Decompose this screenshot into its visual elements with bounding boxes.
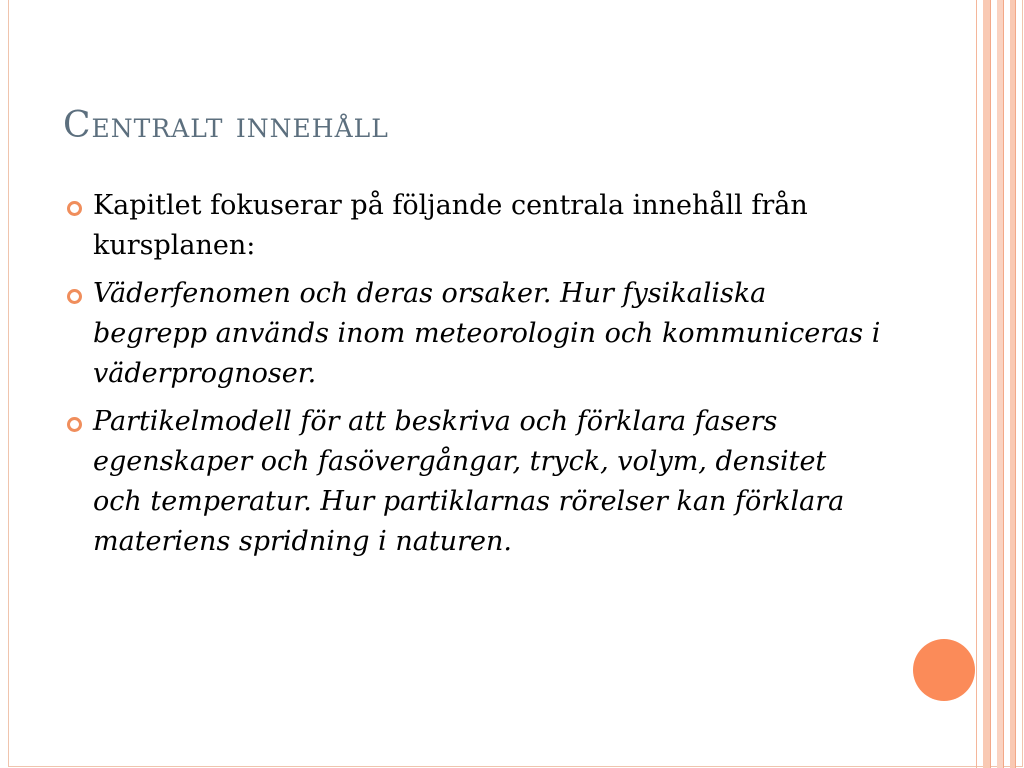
bullet-text: Väderfenomen och deras orsaker. Hur fysikaliska begrepp används inom meteorologin och kommuniceras i väderprognoser. [93,278,881,389]
decorative-stripe [983,0,990,768]
decorative-stripe [990,0,991,768]
bullet-text: Kapitlet fokuserar på följande centrala innehåll från kursplanen: [93,190,808,261]
ring-bullet-icon [67,417,82,432]
bullet-item-2 [63,274,883,394]
bullet-item-1 [63,186,883,266]
bullet-list [63,186,883,570]
decorative-stripe [976,0,977,768]
ring-bullet-icon [67,201,82,216]
orange-circle-decoration [913,639,975,701]
bullet-item-3 [63,402,883,562]
ring-bullet-icon [67,289,82,304]
decorative-stripe [1003,0,1004,768]
decorative-stripe [1015,0,1016,768]
slide-title: Centralt innehåll [63,105,389,146]
bullet-text: Partikelmodell för att beskriva och förklara fasers egenskaper och fasövergångar, tryck, volym, densitet och temperatur. Hur partiklarnas rörelser kan förklara materiens spridning i naturen. [93,406,845,557]
